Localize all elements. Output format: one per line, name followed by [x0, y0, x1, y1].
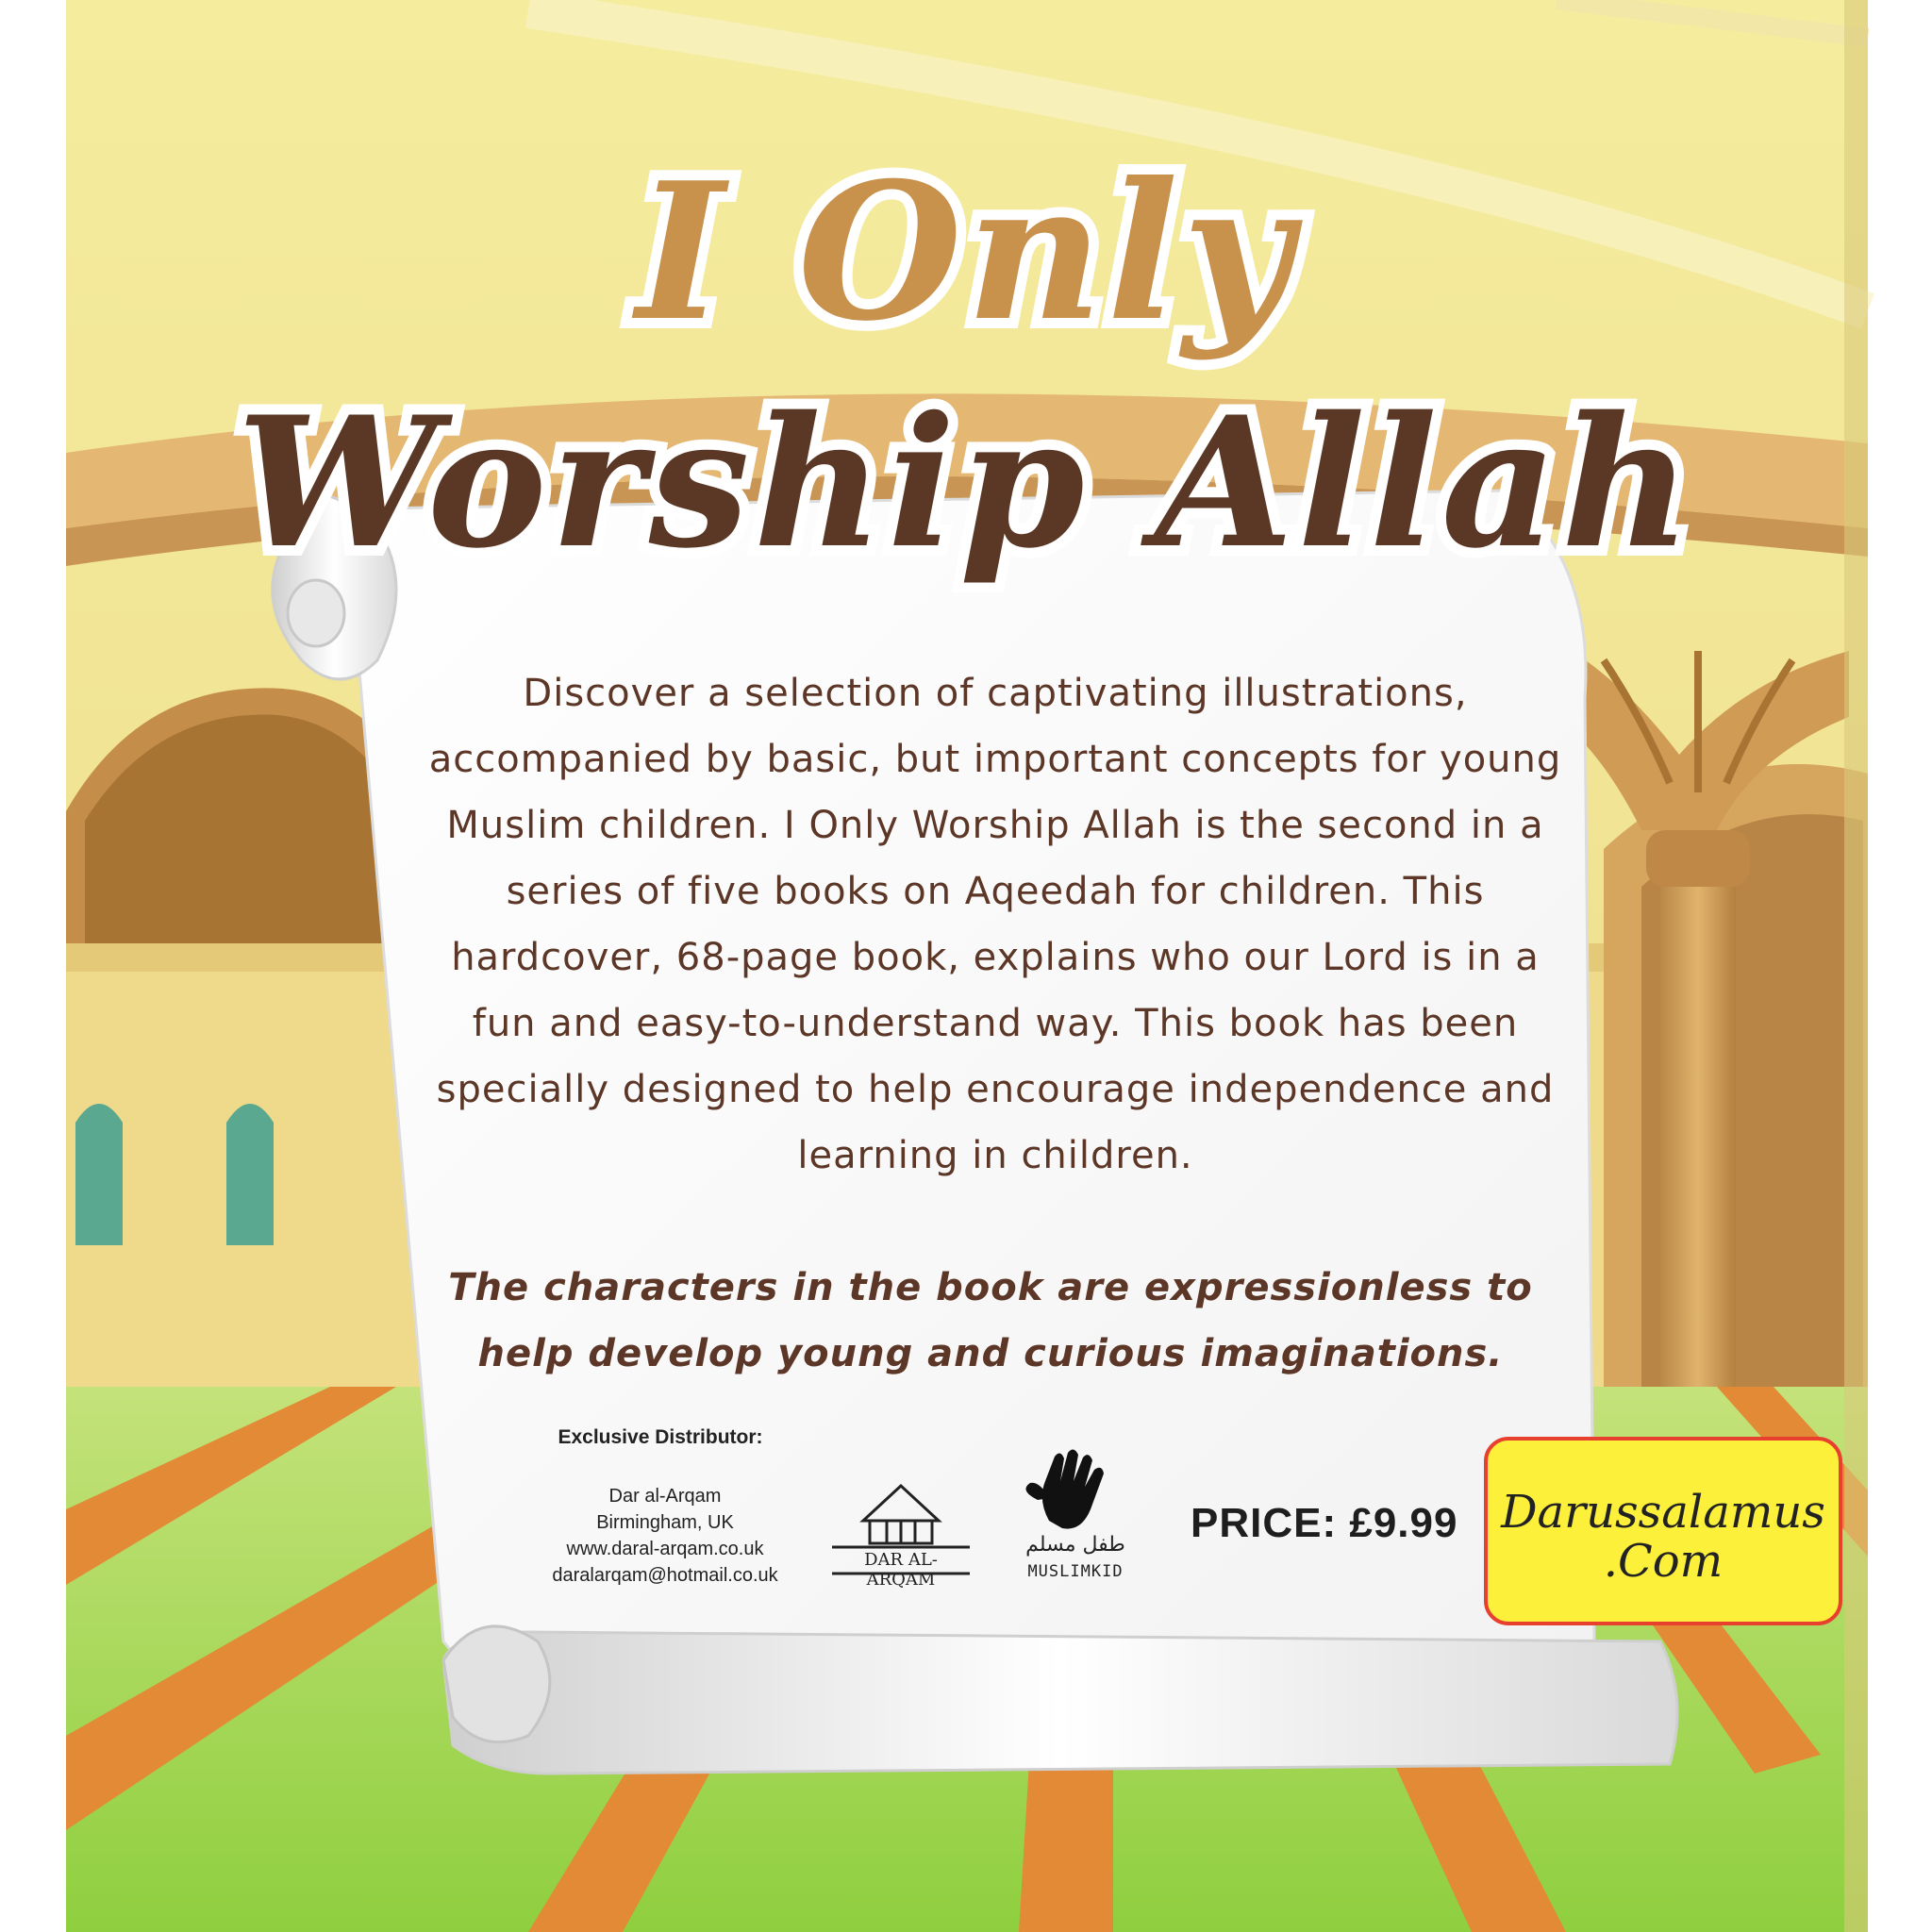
- book-description: Discover a selection of captivating illustrations, accompanied by basic, but important concepts for young Muslim children. I Only Worship Allah is the second in a series of five books on Aqeedah for children. This hardcover, 68-page book, explains who our Lord is in a fun and easy-to-understand way. This book has been specially designed to help encourage independence and learning in children.: [428, 672, 1562, 1177]
- characters-note: [443, 1255, 1538, 1387]
- distributor-website: www.daral-arqam.co.uk: [566, 1539, 764, 1559]
- note-line-2: help develop young and curious imaginations.: [477, 1332, 1504, 1375]
- watermark-line-1: Darussalamus: [1501, 1486, 1825, 1539]
- watermark-badge: [1484, 1437, 1842, 1625]
- price-label: PRICE: £9.99: [1191, 1500, 1458, 1546]
- distributor-email: daralarqam@hotmail.co.uk: [552, 1565, 778, 1586]
- distributor-name: Dar al-Arqam: [608, 1486, 722, 1507]
- title-line-1: I Only: [636, 142, 1296, 363]
- distributor-label: Exclusive Distributor:: [558, 1426, 763, 1448]
- muslimkid-label: MUSLIMKID: [1027, 1562, 1124, 1581]
- dar-al-arqam-label: DAR AL-ARQAM: [864, 1550, 938, 1590]
- note-line-1: The characters in the book are expressionless to: [448, 1266, 1533, 1309]
- distributor-details: [524, 1483, 807, 1589]
- title-line-2: Worship Allah: [236, 377, 1696, 588]
- distributor-city: Birmingham, UK: [596, 1512, 734, 1533]
- muslimkid-arabic-label: طفل مسلم: [1025, 1533, 1125, 1557]
- watermark-line-2: .Com: [1603, 1535, 1724, 1588]
